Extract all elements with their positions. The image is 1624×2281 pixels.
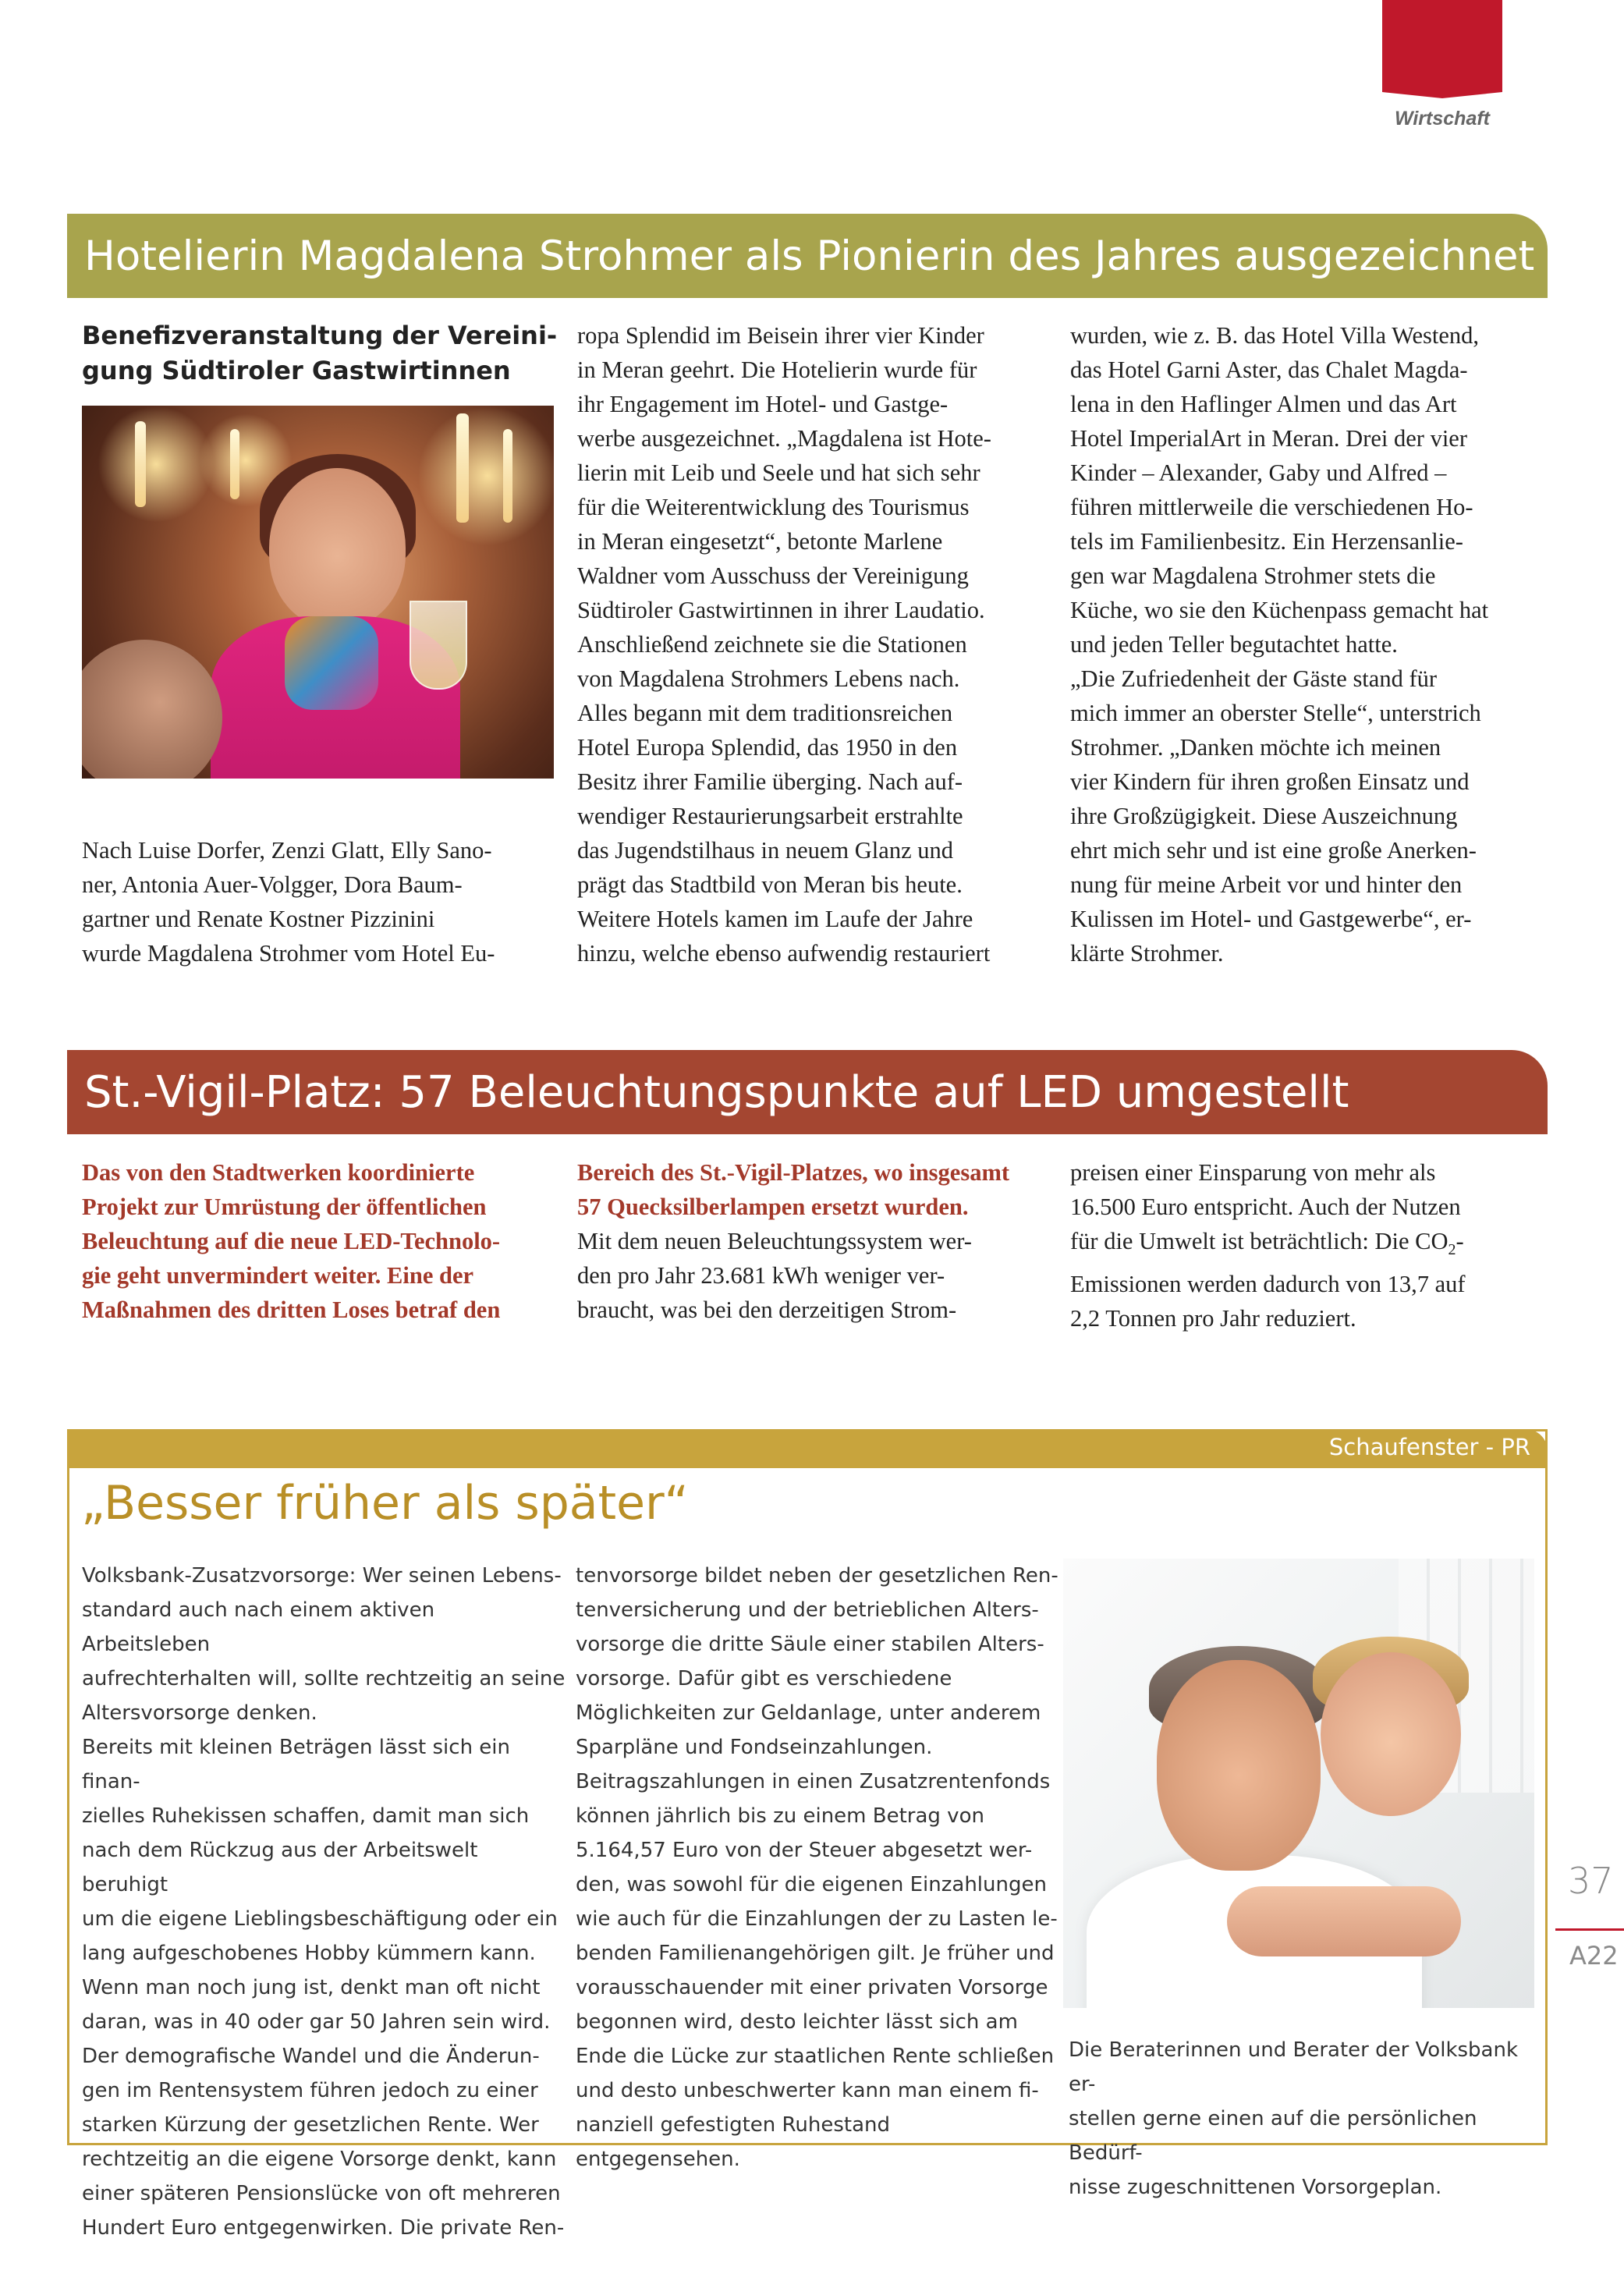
article-1-photo	[82, 406, 554, 779]
page-number: 37	[1568, 1860, 1614, 1902]
pr-column-1: Volksbank-Zusatzvorsorge: Wer seinen Lebens- standard auch nach einem aktiven Arbeitsleben aufrechterhalten will, sollte rechtzeitig an seine Altersvorsorge denken. Bereits mit kleinen Beträgen lässt sich ein finan- zielles Ruhekissen schaffen, damit man sich nach dem Rückzug aus der Arbeitswelt beruhigt um die eigene Lieblingsbeschäftigung oder ein lang aufgeschobenes Hobby kümmern kann. Wenn man noch jung ist, denkt man oft nicht daran, was in 40 oder gar 50 Jahren sein wird. Der demografische Wandel und die Änderun- gen im Rentensystem führen jedoch zu einer starken Kürzung der gesetzlichen Rente. Wer rechtzeitig an die eigene Vorsorge denkt, kann einer späteren Pensionslücke von oft mehreren Hundert Euro entgegenwirken. Die private Ren-	[82, 1564, 566, 2240]
pr-photo-father-and-son	[1063, 1559, 1534, 2008]
section-label: Wirtschaft	[1394, 108, 1490, 129]
article-2-body-column-3-b: - Emissionen werden dadurch von 13,7 auf 2,2 Tonnen pro Jahr reduziert.	[1070, 1228, 1466, 1332]
article-1-column-1: Nach Luise Dorfer, Zenzi Glatt, Elly Sano- ner, Antonia Auer-Volgger, Dora Baum- gartner und Renate Kostner Pizzinini wurde Magdalena Strohmer vom Hotel Eu-	[82, 837, 495, 967]
page-code: A22	[1569, 1941, 1619, 1971]
article-2-title-bar	[67, 1050, 1548, 1134]
article-1-title: Hotelierin Magdalena Strohmer als Pionierin des Jahres ausgezeichnet	[84, 232, 1535, 280]
article-2-lead-column-2: Bereich des St.-Vigil-Platzes, wo insgesamt 57 Quecksilberlampen ersetzt wurden.	[577, 1159, 1010, 1220]
pr-tag: Schaufenster - PR	[1328, 1434, 1530, 1460]
article-2-column-2	[577, 1155, 1061, 1327]
article-2-title: St.-Vigil-Platz: 57 Beleuchtungspunkte auf LED umgestellt	[84, 1066, 1349, 1118]
article-1-title-bar	[67, 214, 1548, 298]
pr-title: „Besser früher als später“	[81, 1476, 689, 1531]
article-2-body-column-2: Mit dem neuen Beleuchtungssystem wer- den pro Jahr 23.681 kWh weniger ver- braucht, was bei den derzeitigen Strom-	[577, 1228, 972, 1323]
article-1-column-3: wurden, wie z. B. das Hotel Villa Westend, das Hotel Garni Aster, das Chalet Magda- lena in den Haflinger Almen und das Art Hotel ImperialArt in Meran. Drei der vier Kinder – Alexander, Gaby und Alfred – führen mittlerweile die verschiedenen Ho- tels im Familienbesitz. Ein Herzensanlie- gen war Magdalena Strohmer stets die Küche, wo sie den Küchenpass gemacht hat und jeden Teller begutachtet hatte. „Die Zufriedenheit der Gäste stand für mich immer an oberster Stelle“, unterstrich Strohmer. „Danken möchte ich meinen vier Kindern für ihren großen Einsatz und ihre Großzügigkeit. Diese Auszeichnung ehrt mich sehr und ist eine große Anerken- nung für meine Arbeit vor und hinter den Kulissen im Hotel- und Gastgewerbe“, er- klärte Strohmer.	[1070, 322, 1489, 967]
page-number-rule	[1555, 1928, 1624, 1931]
article-1-subhead: Benefizveranstaltung der Vereini- gung Südtiroler Gastwirtinnen	[82, 321, 558, 385]
article-2-body-column-3-a: preisen einer Einsparung von mehr als 16.500 Euro entspricht. Auch der Nutzen für die Umwelt ist beträchtlich: Die CO	[1070, 1159, 1461, 1254]
pr-header-band	[67, 1429, 1548, 1468]
article-2-lead-column-1: Das von den Stadtwerken koordinierte Projekt zur Umrüstung der öffentlichen Beleuchtung auf die neue LED-Technolo- gie geht unvermindert weiter. Eine der Maßnahmen des dritten Loses betraf den	[82, 1159, 501, 1323]
co2-subscript: 2	[1448, 1241, 1456, 1259]
section-color-tab-notch	[1382, 92, 1502, 98]
pr-column-2: tenvorsorge bildet neben der gesetzlichen Ren- tenversicherung und der betrieblichen Alters- vorsorge die dritte Säule einer stabilen Alters- vorsorge. Dafür gibt es verschiedene Möglichkeiten zur Geldanlage, unter anderem Sparpläne und Fondseinzahlungen. Beitragszahlungen in einen Zusatzrentenfonds können jährlich bis zu einem Betrag von 5.164,57 Euro von der Steuer abgesetzt wer- den, was sowohl für die eigenen Einzahlungen wie auch für die Einzahlungen der zu Lasten le- benden Familienangehörigen gilt. Je früher und vorausschauender mit einer privaten Vorsorge begonnen wird, desto leichter lässt sich am Ende die Lücke zur staatlichen Rente schließen und desto unbeschwerter kann man einem fi- nanziell gefestigten Ruhestand entgegensehen.	[576, 1564, 1058, 2171]
article-1-column-2: ropa Splendid im Beisein ihrer vier Kinder in Meran geehrt. Die Hotelierin wurde für ihr Engagement im Hotel- und Gastge- werbe ausgezeichnet. „Magdalena ist Hote- lierin mit Leib und Seele und hat sich sehr für die Weiterentwicklung des Tourismus in Meran eingesetzt“, betonte Marlene Waldner vom Ausschuss der Vereinigung Südtiroler Gastwirtinnen in ihrer Laudatio. Anschließend zeichnete sie die Stationen von Magdalena Strohmers Lebens nach. Alles begann mit dem traditionsreichen Hotel Europa Splendid, das 1950 in den Besitz ihrer Familie überging. Nach auf- wendiger Restaurierungsarbeit erstrahlte das Jugendstilhaus in neuem Glanz und prägt das Stadtbild von Meran bis heute. Weitere Hotels kamen im Laufe der Jahre hinzu, welche ebenso aufwendig restauriert	[577, 322, 991, 967]
pr-photo-caption: Die Beraterinnen und Berater der Volksbank er- stellen gerne einen auf die persönlichen Bedürf- nisse zugeschnittenen Vorsorgeplan.	[1069, 2038, 1519, 2199]
article-2-column-3	[1070, 1155, 1554, 1336]
section-color-tab	[1382, 0, 1502, 92]
